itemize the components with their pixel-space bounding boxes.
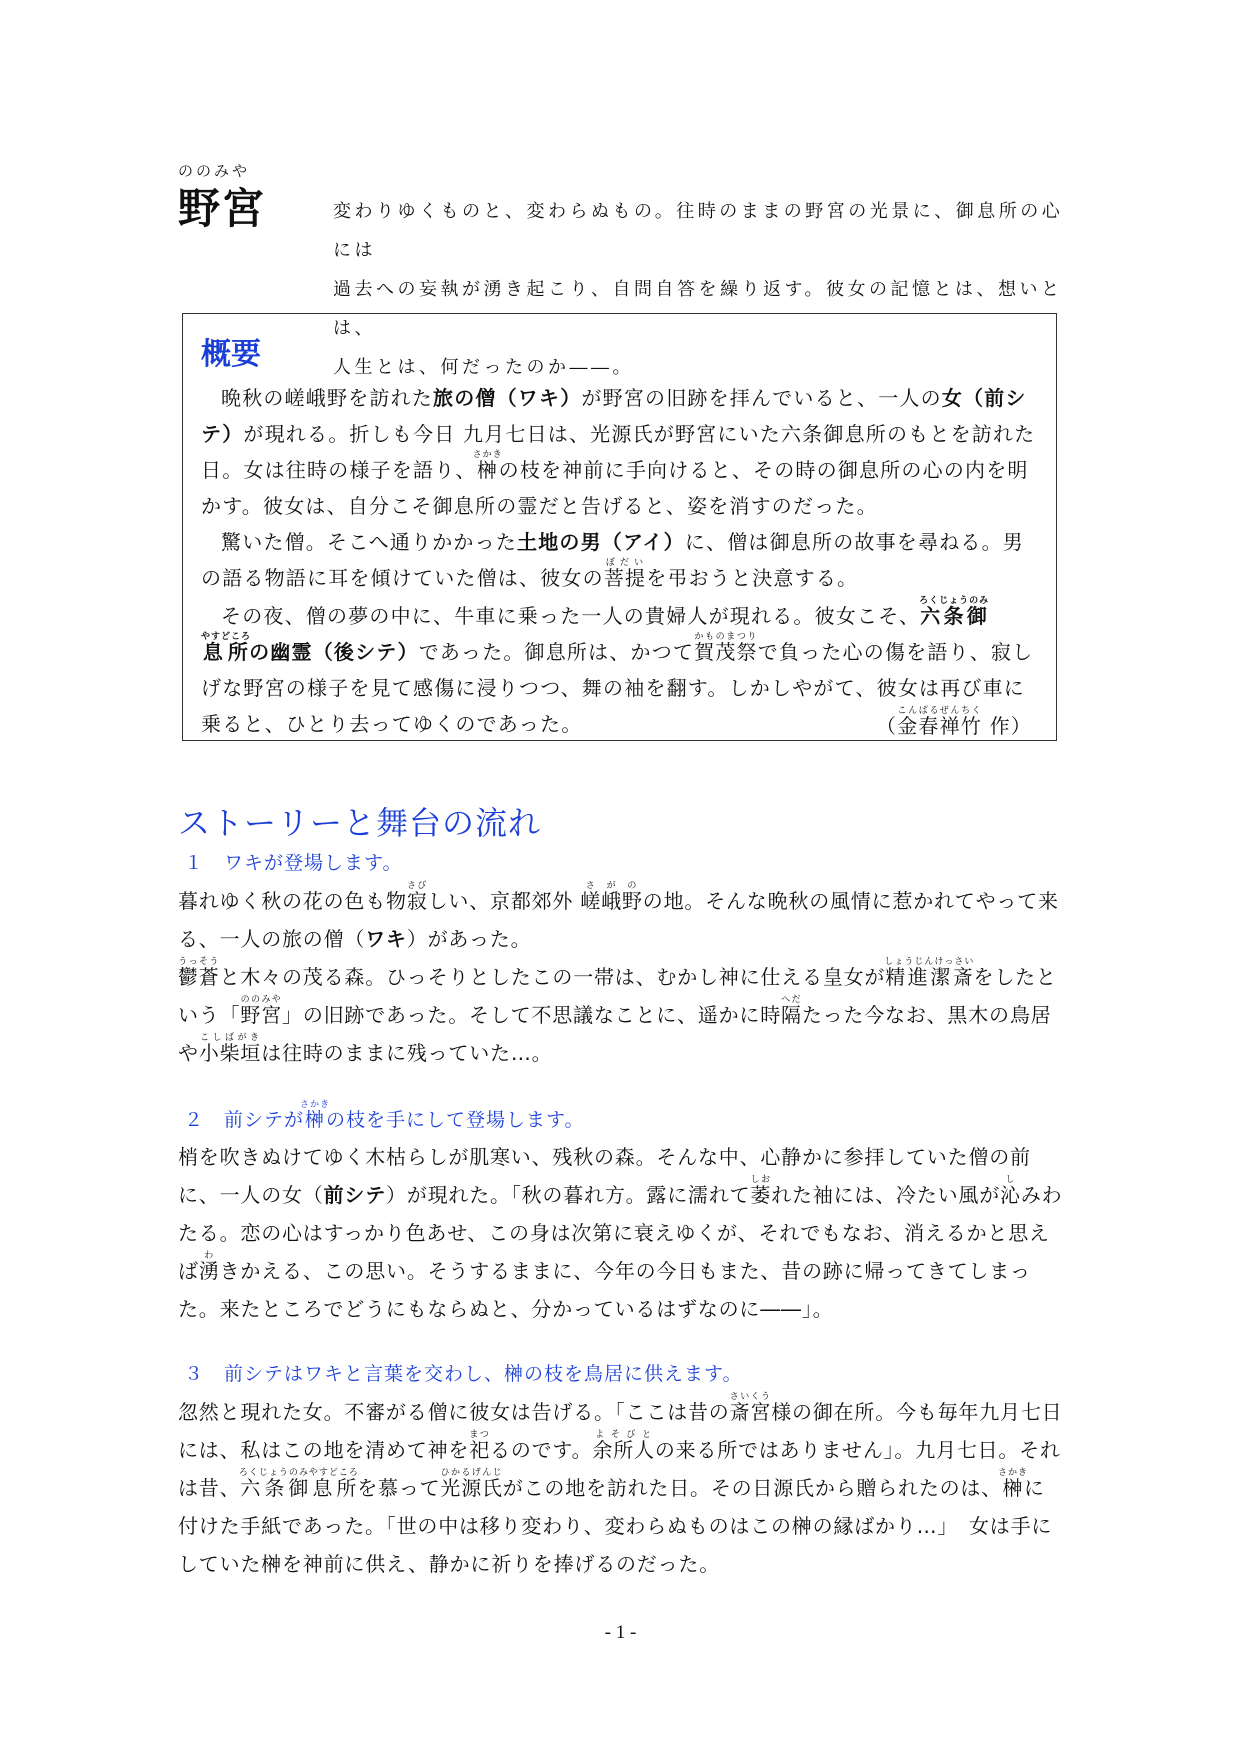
step-title: 前シテはワキと言葉を交わし、榊の枝を鳥居に供えます。 bbox=[224, 1363, 743, 1385]
text-run: （ bbox=[876, 714, 898, 738]
page-number: - 1 - bbox=[604, 1622, 637, 1643]
ruby-base: 榊 bbox=[300, 1109, 331, 1131]
step-title: の枝を手にして登場します。 bbox=[326, 1109, 585, 1131]
ruby bbox=[469, 1430, 491, 1462]
step-heading bbox=[178, 1356, 1063, 1392]
ruby-base: 野宮 bbox=[240, 1003, 283, 1027]
author-credit bbox=[856, 706, 1032, 744]
text-run: 暮れゆく秋の花の色も物 bbox=[178, 889, 407, 913]
ruby-text: ぼだい bbox=[603, 558, 647, 568]
step-body bbox=[178, 1138, 1063, 1328]
ruby-base: 嵯峨野 bbox=[580, 889, 643, 913]
step-heading bbox=[178, 1100, 1063, 1138]
step-number: ２ bbox=[184, 1109, 205, 1131]
ruby bbox=[406, 881, 428, 913]
ruby-kamo bbox=[694, 632, 758, 664]
ruby-base: 六条御息所 bbox=[238, 1476, 359, 1500]
role-waki: ワキ bbox=[365, 927, 407, 951]
ruby-base: 祀 bbox=[469, 1438, 491, 1462]
ruby-text: さがの bbox=[580, 881, 643, 891]
ruby-base: 精進潔斎 bbox=[884, 965, 975, 989]
ruby-text: ののみや bbox=[240, 995, 282, 1005]
ruby-text: へだ bbox=[781, 995, 802, 1005]
ruby-text: しお bbox=[750, 1175, 772, 1185]
ruby bbox=[238, 1468, 359, 1500]
ruby-base: 隔 bbox=[781, 1003, 802, 1027]
text-run: をしたという「 bbox=[178, 965, 1057, 1027]
ruby-text: さび bbox=[406, 881, 428, 891]
ruby-base: 斎宮 bbox=[729, 1400, 772, 1424]
text-run: 梢を吹きぬけてゆく木枯らしが肌寒い、残秋の森。そんな中、心静かに参拝していた僧の前に、一人の女（ bbox=[178, 1145, 1031, 1207]
ruby bbox=[750, 1175, 772, 1207]
step-title: 前シテが bbox=[224, 1109, 305, 1131]
step-body bbox=[178, 1392, 1063, 1583]
text-run: るのです。 bbox=[490, 1438, 593, 1462]
summary-paragraph-1 bbox=[201, 380, 1038, 524]
ruby-base: 余所人 bbox=[592, 1438, 655, 1462]
ruby-author bbox=[897, 706, 983, 738]
text-run: を慕って bbox=[357, 1476, 441, 1500]
text-run: に付けた手紙であった。「世の中は移り変わり、変わらぬものはこの榊の縁ばかり…」 女は手にしていた榊を神前に供え、静かに祈りを捧げるのだった。 bbox=[178, 1476, 1053, 1576]
ruby-text: さかき bbox=[998, 1468, 1029, 1478]
story-step-3 bbox=[178, 1356, 1063, 1583]
ruby bbox=[440, 1468, 503, 1500]
story-step-1 bbox=[178, 845, 1063, 1072]
ruby-base: 沁 bbox=[1000, 1183, 1021, 1207]
ruby-text: かものまつり bbox=[694, 632, 758, 642]
text-run: が野宮の旧跡を拝んでいると、一人の bbox=[581, 386, 942, 410]
ruby-text: さいくう bbox=[729, 1392, 772, 1402]
ruby bbox=[1000, 1175, 1021, 1207]
ruby bbox=[884, 957, 975, 989]
ruby-base: 鬱蒼 bbox=[178, 965, 220, 989]
text-run: であった。御息所は、かつて bbox=[418, 640, 695, 664]
story-section bbox=[178, 845, 1063, 1611]
text-run: ）があった。 bbox=[406, 927, 532, 951]
text-run: 様の御在所。今も毎年九月七日には、私はこの地を清めて神を bbox=[178, 1400, 1063, 1462]
step-heading bbox=[178, 845, 1063, 881]
intro-line-2: 過去への妄執が湧き起こり、自問自答を繰り返す。彼女の記憶とは、想いとは、 bbox=[333, 279, 1063, 339]
ruby bbox=[240, 995, 283, 1027]
text-run: しい、京都郊外 bbox=[427, 889, 581, 913]
ruby-yasudokoro bbox=[201, 632, 252, 664]
ruby bbox=[198, 1251, 220, 1283]
page-title: 野宮 bbox=[178, 184, 267, 233]
step-body bbox=[178, 881, 1063, 1072]
text-run: 忽然と現れた女。不審がる僧に彼女は告げる。「ここは昔の bbox=[178, 1400, 730, 1424]
ruby-base: 息所 bbox=[201, 640, 251, 664]
ruby-base: 賀茂祭 bbox=[694, 640, 758, 664]
text-run: に、僧は御息所の故事を尋ねる。男の語る物語に耳を傾けていた僧は、彼女の bbox=[201, 530, 1025, 590]
text-run: の幽霊（後シテ） bbox=[249, 640, 419, 664]
summary-heading: 概要 bbox=[201, 337, 261, 372]
ruby-base: 湧 bbox=[198, 1259, 220, 1283]
text-run: と木々の茂る森。ひっそりとしたこの一帯は、むかし神に仕える皇女が bbox=[219, 965, 886, 989]
ruby-text: し bbox=[1000, 1175, 1021, 1185]
ruby-rokujo bbox=[919, 596, 990, 628]
text-run: は往時のままに残っていた…。 bbox=[261, 1041, 553, 1065]
text-run: れた袖には、冷たい風が bbox=[771, 1183, 1001, 1207]
ruby-text: ひかるげんじ bbox=[440, 1468, 503, 1478]
ruby-base: 榊 bbox=[998, 1476, 1029, 1500]
ruby-base: 光源氏 bbox=[440, 1476, 503, 1500]
ruby bbox=[300, 1100, 331, 1131]
ruby-base: 六条御 bbox=[919, 604, 990, 628]
ruby-text: さかき bbox=[472, 450, 503, 460]
text-run: の来る所ではありません」。九月七日。それは昔、 bbox=[178, 1438, 1061, 1500]
role-ai: 土地の男（アイ） bbox=[517, 530, 685, 554]
ruby-sakaki bbox=[472, 450, 503, 482]
ruby-base: 寂 bbox=[406, 889, 428, 913]
ruby-text: よそびと bbox=[592, 1430, 655, 1440]
text-run: その夜、僧の夢の中に、牛車に乗った一人の貴婦人が現れる。彼女こそ、 bbox=[221, 604, 921, 628]
text-run: を弔おうと決意する。 bbox=[646, 566, 859, 590]
ruby-base: 小柴垣 bbox=[198, 1041, 262, 1065]
step-number: ３ bbox=[184, 1363, 205, 1385]
role-mae-shite: 女（前シテ） bbox=[201, 386, 1027, 446]
role-mae-shite: 前シテ bbox=[323, 1183, 387, 1207]
ruby bbox=[198, 1033, 262, 1065]
summary-paragraph-3 bbox=[201, 596, 1038, 742]
ruby-base: 金春禅竹 bbox=[897, 714, 983, 738]
ruby-text: わ bbox=[198, 1251, 220, 1261]
intro-line-1: 変わりゆくものと、変わらぬもの。往時のままの野宮の光景に、御息所の心には bbox=[333, 201, 1064, 261]
step-number: １ bbox=[184, 852, 205, 874]
step-title: ワキが登場します。 bbox=[224, 852, 403, 874]
ruby-text: ろくじょうのみ bbox=[919, 596, 990, 606]
summary-box bbox=[182, 313, 1057, 741]
text-run: 驚いた僧。そこへ通りかかった bbox=[221, 530, 517, 554]
text-run: みわたる。恋の心はすっかり色あせ、この身は次第に衰えゆくが、それでもなお、消えるかと思えば bbox=[178, 1183, 1063, 1283]
ruby-base: 萎 bbox=[750, 1183, 772, 1207]
title-ruby: ののみや bbox=[178, 162, 251, 180]
text-run: たった今なお、黒木の鳥居や bbox=[178, 1003, 1052, 1065]
story-step-2 bbox=[178, 1100, 1063, 1328]
text-run: が現れる。折しも今日 九月七日は、光源氏が野宮にいた六条御息所のもとを訪れた日。女は往時の様子を語り、 bbox=[201, 422, 1036, 482]
ruby-text: こしばがき bbox=[198, 1033, 262, 1043]
ruby-text: うっそう bbox=[178, 957, 220, 967]
ruby bbox=[178, 957, 220, 989]
summary-body bbox=[201, 380, 1038, 742]
ruby bbox=[998, 1468, 1029, 1500]
ruby bbox=[580, 881, 643, 913]
ruby-text: まつ bbox=[469, 1430, 490, 1440]
ruby-text: こんぱるぜんちく bbox=[897, 706, 983, 716]
ruby-text: ろくじょうのみやすどころ bbox=[238, 1468, 359, 1478]
ruby-text: やすどころ bbox=[201, 632, 252, 642]
text-run: の枝を神前に手向けると、その時の御息所の心の内を明かす。彼女は、自分こそ御息所の霊だと告げると、姿を消すのだった。 bbox=[201, 458, 1029, 518]
text-run: きかえる、この思い。そうするままに、今年の今日もまた、昔の跡に帰ってきてしまった。来たところでどうにもならぬと、分かっているはずなのに――」。 bbox=[178, 1259, 1031, 1321]
intro-line-3: 人生とは、何だったのか――。 bbox=[333, 357, 634, 378]
text-run: 作） bbox=[982, 714, 1032, 738]
ruby-base: 榊 bbox=[472, 458, 503, 482]
ruby bbox=[592, 1430, 655, 1462]
text-run: 晩秋の嵯峨野を訪れた bbox=[221, 386, 433, 410]
story-section-title: ストーリーと舞台の流れ bbox=[178, 804, 542, 842]
summary-paragraph-2 bbox=[201, 524, 1038, 596]
ruby-bodai bbox=[603, 558, 647, 590]
ruby bbox=[729, 1392, 772, 1424]
text-run: で負った心の傷を語り、寂しげな野宮の様子を見て感傷に浸りつつ、舞の袖を翻す。しかしやがて、彼女は再び車に乗ると、ひとり去ってゆくのであった。 bbox=[201, 640, 1034, 736]
text-run: ）が現れた。「秋の暮れ方。露に濡れて bbox=[386, 1183, 751, 1207]
ruby-text: しょうじんけっさい bbox=[884, 957, 975, 967]
text-run: 」の旧跡であった。そして不思議なことに、遥かに時 bbox=[282, 1003, 782, 1027]
text-run: の地。そんな晩秋の風情に惹かれてやって来る、一人の旅の僧（ bbox=[178, 889, 1059, 951]
text-run: がこの地を訪れた日。その日源氏から贈られたのは、 bbox=[502, 1476, 1003, 1500]
ruby-text: さかき bbox=[300, 1100, 331, 1110]
ruby-base: 菩提 bbox=[603, 566, 647, 590]
role-waki: 旅の僧（ワキ） bbox=[433, 386, 582, 410]
ruby bbox=[781, 995, 802, 1027]
